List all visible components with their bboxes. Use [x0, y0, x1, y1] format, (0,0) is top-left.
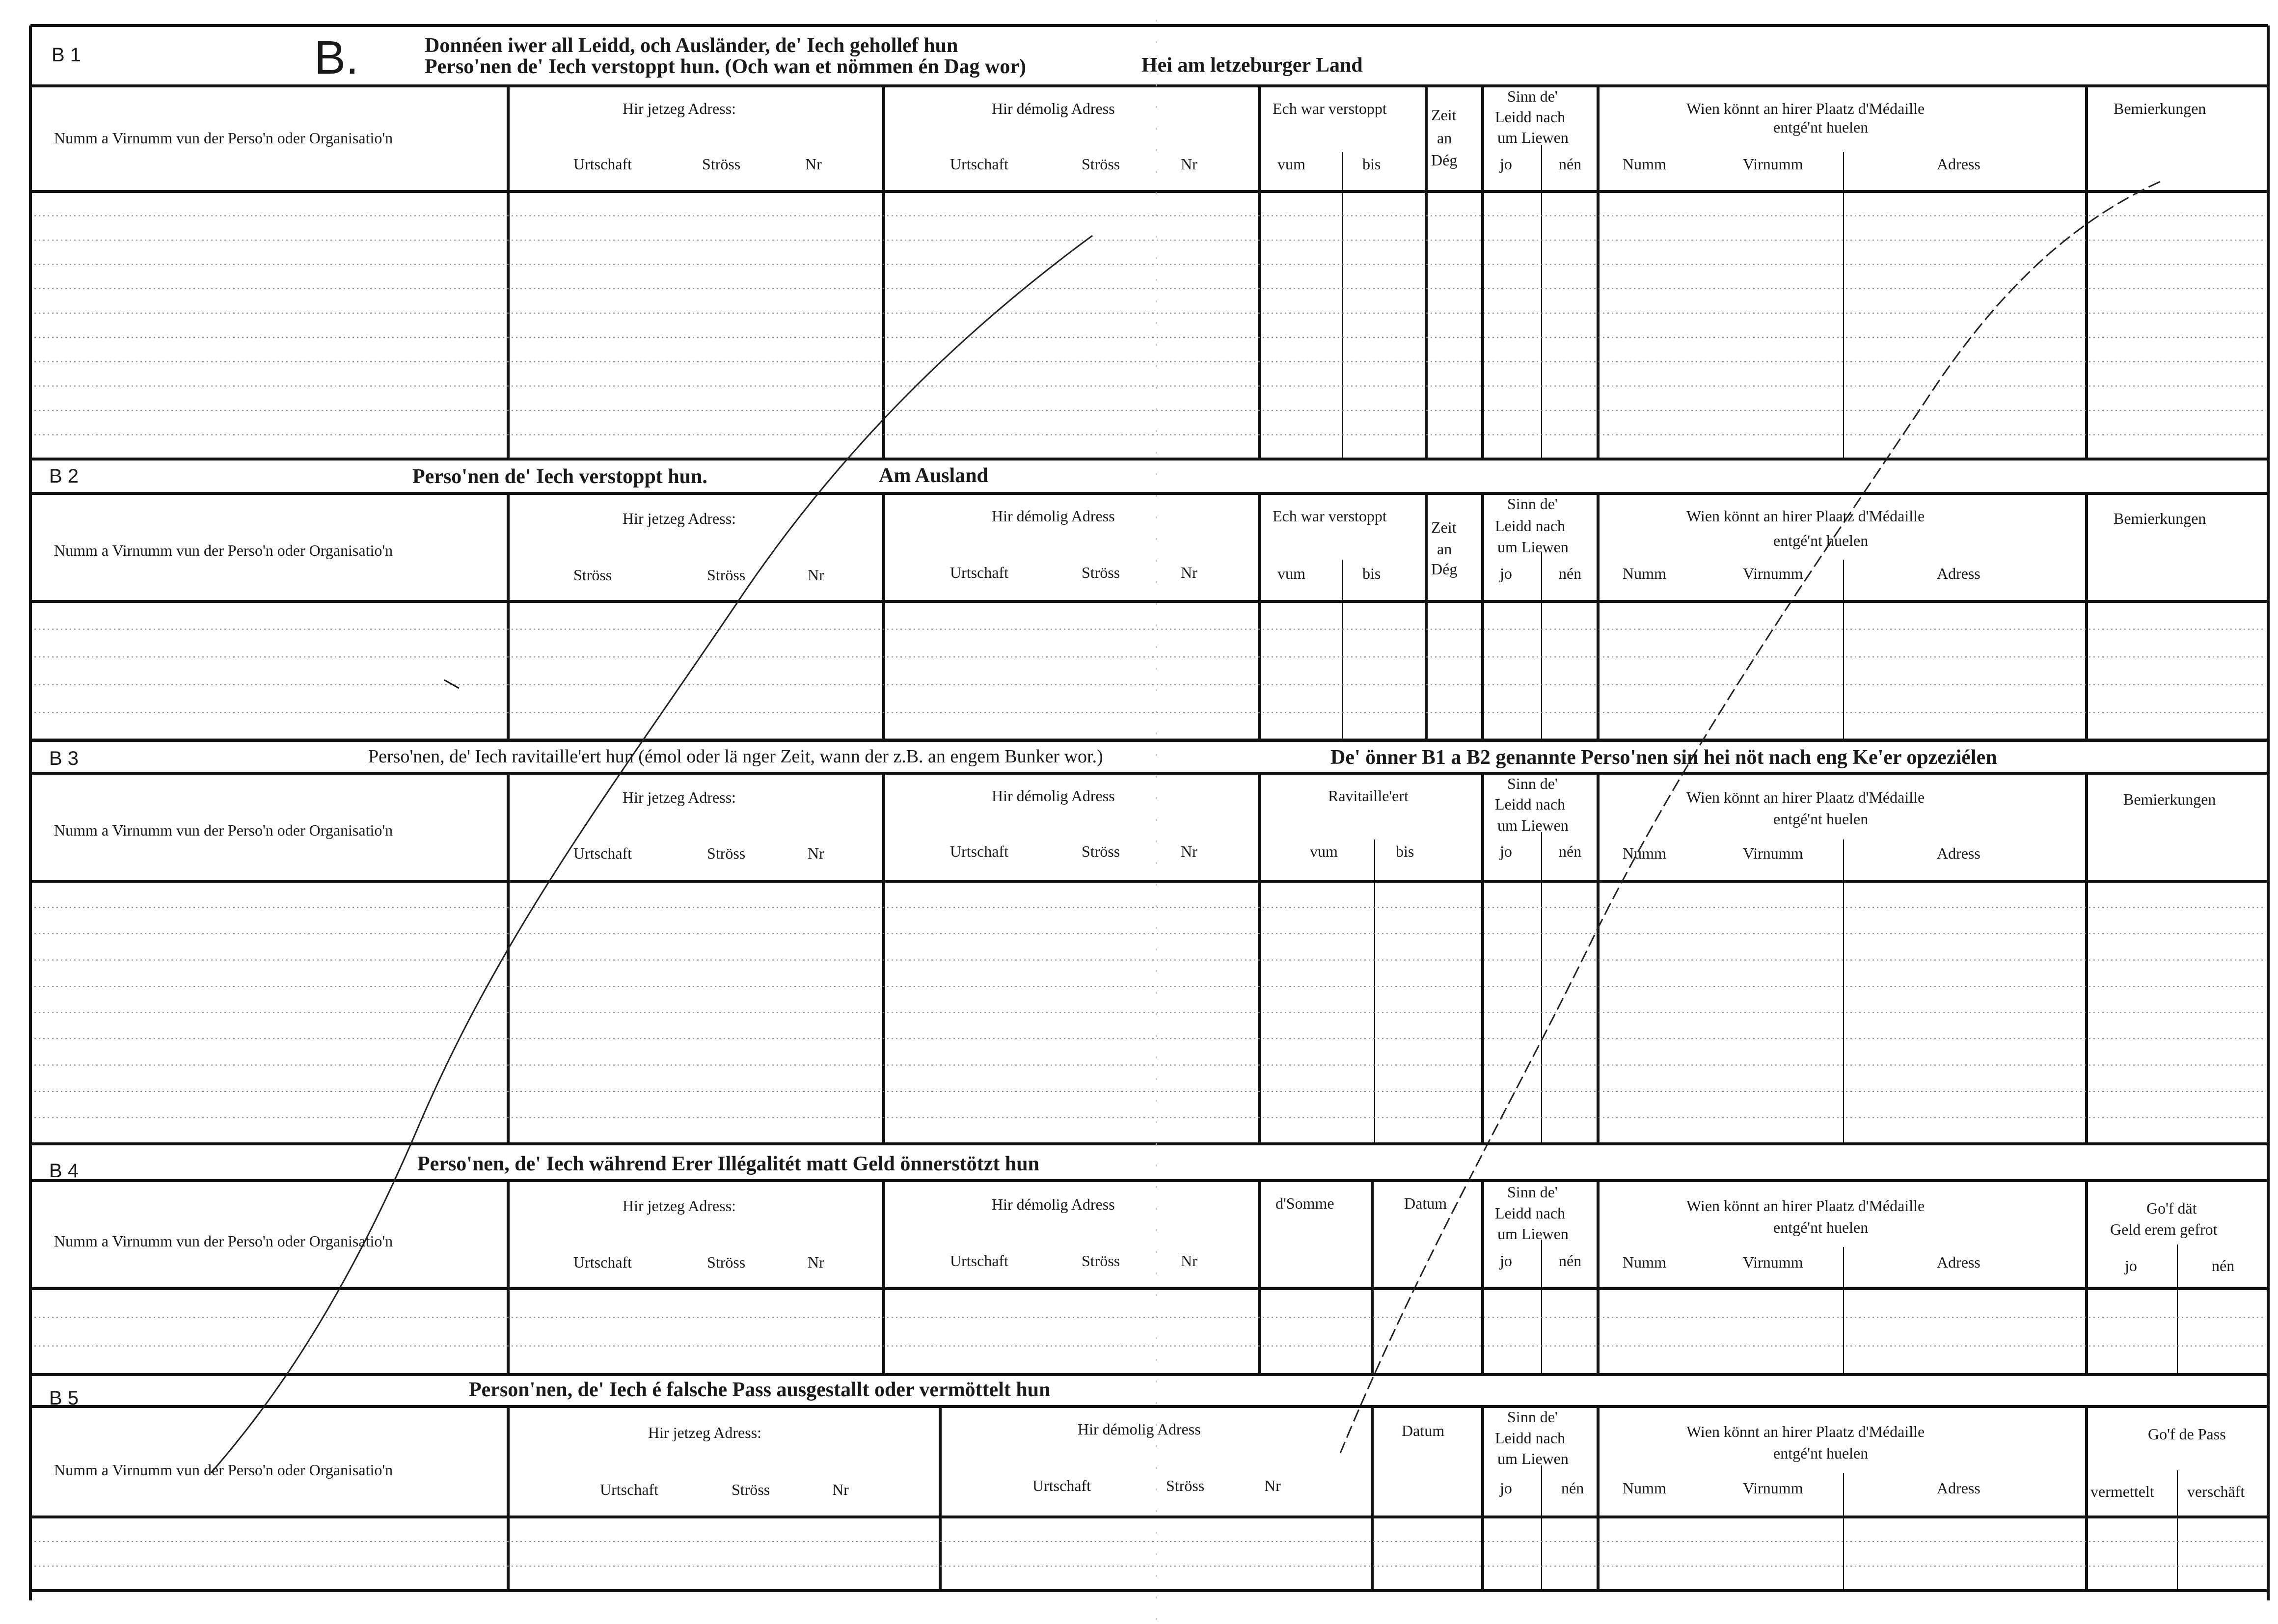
- section-b2-region: Am Ausland: [879, 464, 988, 487]
- b1-header-number: Nr: [805, 155, 822, 173]
- b3-header-alive-2: Leidd nach: [1495, 795, 1566, 813]
- b1-header-remarks: Bemierkungen: [2114, 100, 2206, 117]
- b4-header-medal-2: entgé'nt huelen: [1773, 1218, 1869, 1236]
- section-b1-title-line2: Perso'nen de' Iech verstoppt hun. (Och wan et nömmen én Dag wor): [425, 55, 1026, 78]
- b2-header-surname: Numm: [1623, 565, 1666, 582]
- stray-mark: [444, 680, 459, 688]
- b2-header-firstname: Virnumm: [1743, 565, 1803, 582]
- b3-header-former-address: Hir démolig Adress: [992, 787, 1115, 805]
- b2-header-from: vum: [1277, 565, 1305, 582]
- b5-header-street-former: Ströss: [1166, 1477, 1205, 1494]
- b5-header-date: Datum: [1402, 1422, 1445, 1439]
- b5-header-locality: Urtschaft: [600, 1481, 659, 1498]
- b2-header-former-address: Hir démolig Adress: [992, 507, 1115, 525]
- b4-header-yes: jo: [1500, 1252, 1512, 1270]
- b1-header-to: bis: [1362, 155, 1381, 173]
- b5-header-current-address: Hir jetzeg Adress:: [648, 1424, 762, 1441]
- b2-header-remarks: Bemierkungen: [2114, 510, 2206, 527]
- b2-header-yes: jo: [1500, 565, 1512, 582]
- section-b4-id: B 4: [49, 1160, 79, 1182]
- b1-header-hidden-period: Ech war verstoppt: [1273, 100, 1387, 117]
- b4-header-name: Numm a Virnumm vun der Perso'n oder Organisatio'n: [54, 1232, 393, 1250]
- b5-header-yes: jo: [1500, 1479, 1512, 1497]
- b1-header-locality: Urtschaft: [573, 155, 632, 173]
- b1-header-alive-1: Sinn de': [1507, 87, 1558, 105]
- b1-header-street: Ströss: [702, 155, 741, 173]
- b1-header-medal-1: Wien könnt an hirer Plaatz d'Médaille: [1686, 100, 1925, 117]
- b3-header-to: bis: [1396, 842, 1414, 860]
- b4-header-number: Nr: [808, 1253, 824, 1271]
- b3-header-street: Ströss: [707, 844, 746, 862]
- section-b5-title: Person'nen, de' Iech é falsche Pass ausgestallt oder vermöttelt hun: [469, 1379, 1051, 1401]
- b2-header-name: Numm a Virnumm vun der Perso'n oder Organisatio'n: [54, 541, 393, 559]
- section-b3-id: B 3: [49, 748, 79, 769]
- b4-header-date: Datum: [1404, 1194, 1447, 1212]
- b3-header-number: Nr: [808, 844, 824, 862]
- b3-header-address: Adress: [1937, 844, 1980, 862]
- b3-header-current-address: Hir jetzeg Adress:: [623, 788, 736, 806]
- b5-header-mediated: vermettelt: [2090, 1483, 2154, 1500]
- b3-header-alive-3: um Liewen: [1497, 816, 1569, 834]
- b1-header-address: Adress: [1937, 155, 1980, 173]
- b1-header-alive-2: Leidd nach: [1495, 108, 1566, 126]
- section-b3-title: Perso'nen, de' Iech ravitaille'ert hun (émol oder lä nger Zeit, wann der z.B. an engem Bunker wor.): [368, 746, 1103, 767]
- b2-header-current-address: Hir jetzeg Adress:: [623, 510, 736, 527]
- b5-header-surname: Numm: [1623, 1479, 1666, 1497]
- b1-header-time-2: an: [1437, 129, 1452, 147]
- b4-header-current-address: Hir jetzeg Adress:: [623, 1197, 736, 1215]
- b5-header-number-former: Nr: [1264, 1477, 1281, 1494]
- b4-header-no-money: nén: [2212, 1257, 2235, 1274]
- b1-header-number-former: Nr: [1181, 155, 1197, 173]
- b1-header-yes: jo: [1500, 155, 1512, 173]
- b5-header-medal-1: Wien könnt an hirer Plaatz d'Médaille: [1686, 1423, 1925, 1440]
- b4-header-locality: Urtschaft: [573, 1253, 632, 1271]
- b2-header-medal-2: entgé'nt huelen: [1773, 532, 1869, 549]
- section-b1-id: B 1: [52, 44, 81, 66]
- b1-header-street-former: Ströss: [1082, 155, 1120, 173]
- b1-header-medal-2: entgé'nt huelen: [1773, 118, 1869, 136]
- b1-header-surname: Numm: [1623, 155, 1666, 173]
- b2-header-alive-2: Leidd nach: [1495, 517, 1566, 535]
- section-b1-region: Hei am letzeburger Land: [1141, 54, 1363, 77]
- b3-header-number-former: Nr: [1181, 842, 1197, 860]
- b2-header-time-3: Dég: [1431, 560, 1458, 578]
- b4-header-alive-1: Sinn de': [1507, 1183, 1558, 1201]
- b4-header-street: Ströss: [707, 1253, 746, 1271]
- b5-header-alive-3: um Liewen: [1497, 1450, 1569, 1467]
- b4-header-locality-former: Urtschaft: [950, 1252, 1009, 1270]
- b1-header-name: Numm a Virnumm vun der Perso'n oder Organisatio'n: [54, 129, 393, 147]
- b3-header-medal-2: entgé'nt huelen: [1773, 810, 1869, 828]
- b1-header-current-address: Hir jetzeg Adress:: [623, 100, 736, 117]
- b3-header-supplied: Ravitaille'ert: [1328, 787, 1409, 805]
- form-letter: B.: [314, 31, 359, 84]
- b2-header-alive-3: um Liewen: [1497, 538, 1569, 556]
- b5-header-firstname: Virnumm: [1743, 1479, 1803, 1497]
- b1-header-time-3: Dég: [1431, 151, 1458, 169]
- b5-header-address: Adress: [1937, 1479, 1980, 1497]
- b1-header-former-address: Hir démolig Adress: [992, 100, 1115, 117]
- b2-header-street-label: Ströss: [573, 566, 612, 584]
- b4-header-sum: d'Somme: [1275, 1194, 1334, 1212]
- b2-header-time-1: Zeit: [1431, 518, 1457, 536]
- b2-header-medal-1: Wien könnt an hirer Plaatz d'Médaille: [1686, 507, 1925, 525]
- section-b2-id: B 2: [49, 465, 79, 487]
- b2-header-address: Adress: [1937, 565, 1980, 582]
- b2-header-hidden-period: Ech war verstoppt: [1273, 507, 1387, 525]
- b3-header-no: nén: [1559, 842, 1582, 860]
- b4-header-address: Adress: [1937, 1253, 1980, 1271]
- b5-header-alive-1: Sinn de': [1507, 1408, 1558, 1426]
- b2-header-street-former: Ströss: [1082, 564, 1120, 581]
- b3-header-name: Numm a Virnumm vun der Perso'n oder Organisatio'n: [54, 821, 393, 839]
- b4-header-money-back-1: Go'f dät: [2146, 1199, 2197, 1217]
- b2-header-time-2: an: [1437, 540, 1452, 558]
- b4-header-money-back-2: Geld erem gefrot: [2110, 1220, 2218, 1238]
- b5-header-name: Numm a Virnumm vun der Perso'n oder Organisatio'n: [54, 1461, 393, 1479]
- b1-header-alive-3: um Liewen: [1497, 129, 1569, 146]
- b3-header-firstname: Virnumm: [1743, 844, 1803, 862]
- b2-header-street: Ströss: [707, 566, 746, 584]
- b1-header-no: nén: [1559, 155, 1582, 173]
- b4-header-alive-3: um Liewen: [1497, 1225, 1569, 1243]
- b2-header-number: Nr: [808, 566, 824, 584]
- b3-header-medal-1: Wien könnt an hirer Plaatz d'Médaille: [1686, 788, 1925, 806]
- b3-header-alive-1: Sinn de': [1507, 775, 1558, 792]
- b4-header-number-former: Nr: [1181, 1252, 1197, 1270]
- b3-header-from: vum: [1310, 842, 1338, 860]
- b3-header-locality-former: Urtschaft: [950, 842, 1009, 860]
- section-b3-note: De' önner B1 a B2 genannte Perso'nen sin hei nöt nach eng Ke'er opzeziélen: [1330, 746, 1997, 769]
- section-b1-title-line1: Donnéen iwer all Leidd, och Ausländer, de' Iech gehollef hun: [425, 34, 958, 57]
- b4-header-no: nén: [1559, 1252, 1582, 1270]
- b3-header-locality: Urtschaft: [573, 844, 632, 862]
- section-b4-title: Perso'nen, de' Iech während Erer Illégalitét matt Geld önnerstötzt hun: [417, 1153, 1039, 1175]
- b5-header-issued: verschäft: [2187, 1483, 2245, 1500]
- b5-header-pass-given: Go'f de Pass: [2148, 1425, 2226, 1443]
- b3-header-yes: jo: [1500, 842, 1512, 860]
- b4-header-firstname: Virnumm: [1743, 1253, 1803, 1271]
- b2-header-to: bis: [1362, 565, 1381, 582]
- b4-header-former-address: Hir démolig Adress: [992, 1195, 1115, 1213]
- b5-header-number: Nr: [832, 1481, 849, 1498]
- b4-header-street-former: Ströss: [1082, 1252, 1120, 1270]
- b5-header-medal-2: entgé'nt huelen: [1773, 1444, 1869, 1462]
- b2-header-locality-former: Urtschaft: [950, 564, 1009, 581]
- b4-header-surname: Numm: [1623, 1253, 1666, 1271]
- section-b2-title: Perso'nen de' Iech verstoppt hun.: [412, 465, 707, 488]
- b5-header-locality-former: Urtschaft: [1032, 1477, 1091, 1494]
- b5-header-former-address: Hir démolig Adress: [1078, 1420, 1201, 1438]
- b3-header-street-former: Ströss: [1082, 842, 1120, 860]
- b2-header-alive-1: Sinn de': [1507, 495, 1558, 513]
- b3-header-remarks: Bemierkungen: [2123, 790, 2216, 808]
- b4-header-alive-2: Leidd nach: [1495, 1204, 1566, 1222]
- b5-header-street: Ströss: [732, 1481, 770, 1498]
- b5-header-alive-2: Leidd nach: [1495, 1429, 1566, 1447]
- b4-header-yes-money: jo: [2125, 1257, 2137, 1274]
- b1-header-locality-former: Urtschaft: [950, 155, 1009, 173]
- b4-header-medal-1: Wien könnt an hirer Plaatz d'Médaille: [1686, 1197, 1925, 1215]
- b3-header-surname: Numm: [1623, 844, 1666, 862]
- section-b5-id: B 5: [49, 1387, 79, 1409]
- b1-header-time-1: Zeit: [1431, 106, 1457, 124]
- b2-header-number-former: Nr: [1181, 564, 1197, 581]
- b1-header-from: vum: [1277, 155, 1305, 173]
- b2-header-no: nén: [1559, 565, 1582, 582]
- b5-header-no: nén: [1561, 1479, 1584, 1497]
- b1-header-firstname: Virnumm: [1743, 155, 1803, 173]
